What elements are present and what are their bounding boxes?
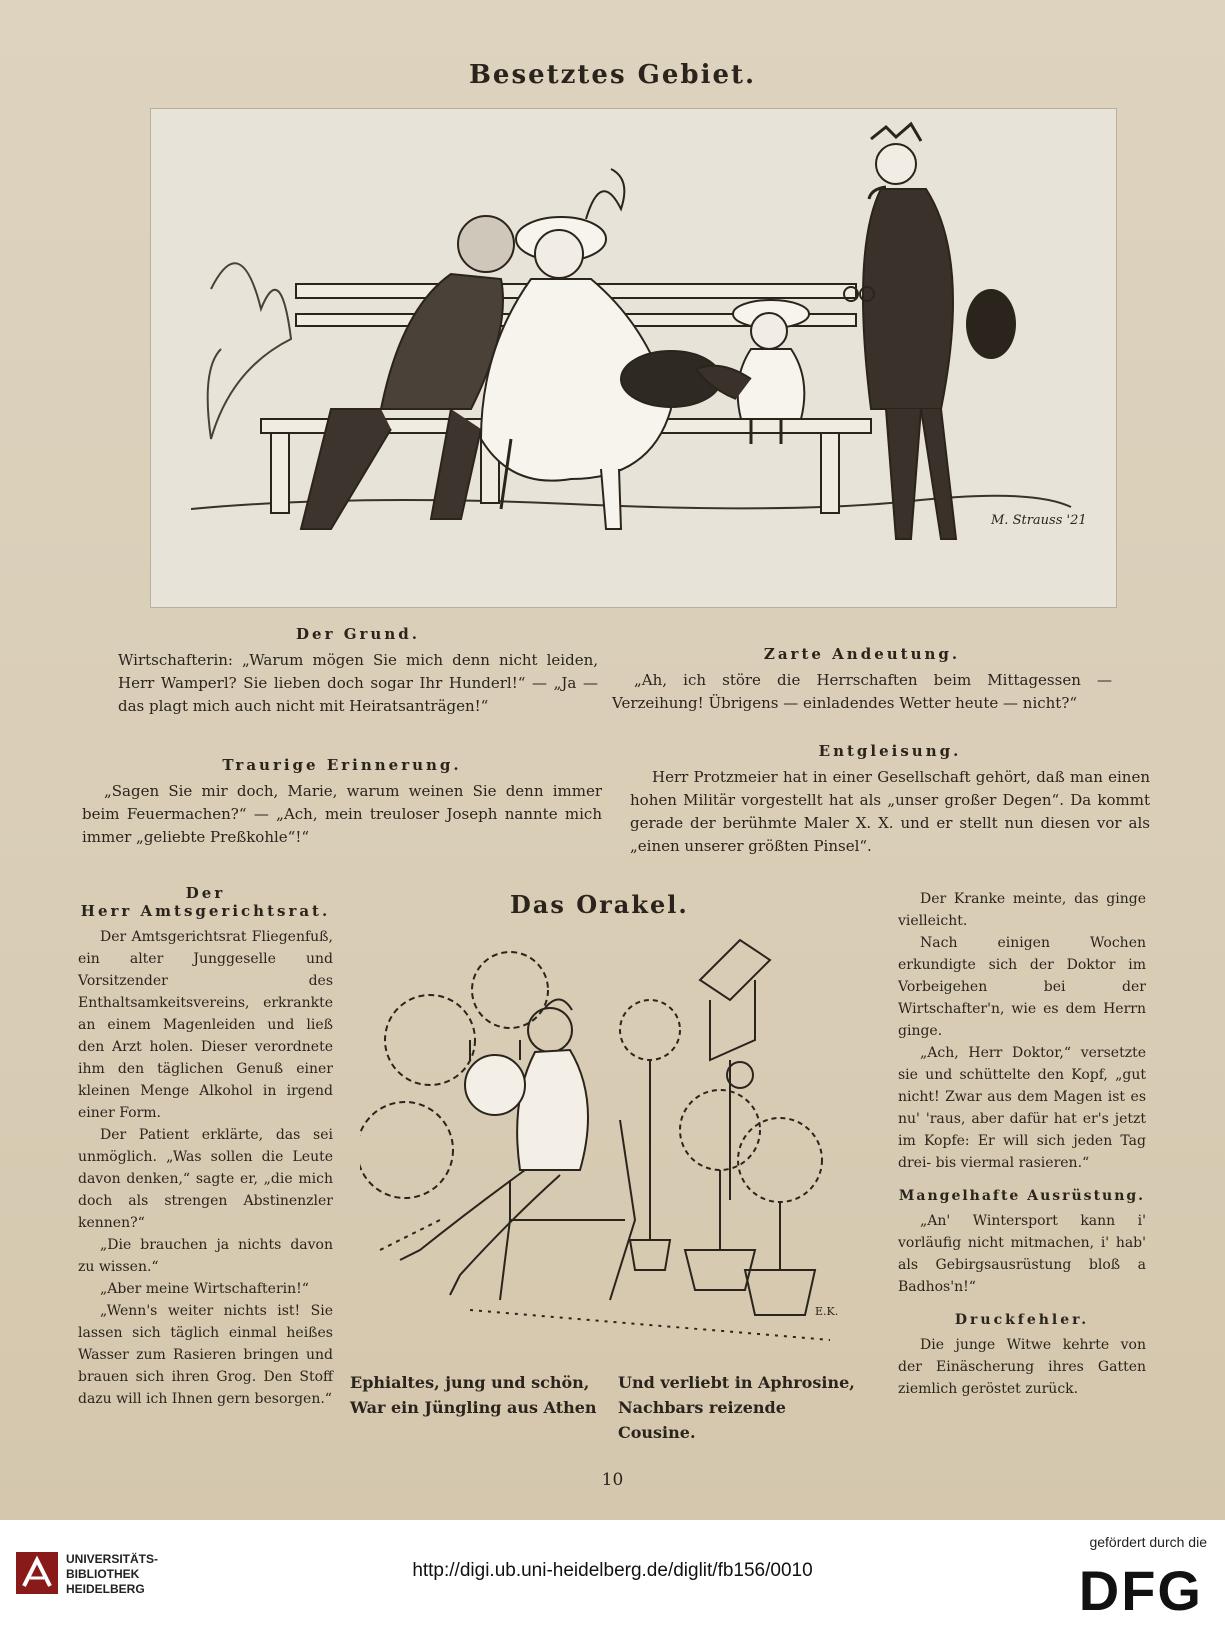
traurige-erinnerung-section bbox=[82, 756, 602, 849]
permalink-url[interactable]: http://digi.ub.uni-heidelberg.de/diglit/fb156/0010 bbox=[412, 1560, 813, 1581]
verse-left-line1: Ephialtes, jung und schön, bbox=[350, 1373, 590, 1392]
orakel-signature: E.K. bbox=[815, 1305, 839, 1318]
amtsgerichtsrat-heading-line2: Herr Amtsgerichtsrat. bbox=[80, 902, 331, 920]
funded-by-label: gefördert durch die bbox=[1089, 1534, 1207, 1550]
right-col-p2: Nach einigen Wochen erkundigte sich der Doktor im Vorbeigehen bei der Wirtschafter'n, wie es dem Herrn ginge. bbox=[898, 935, 1146, 1039]
institution-line1: UNIVERSITÄTS- bbox=[66, 1552, 159, 1566]
druckfehler-text: Die junge Witwe kehrte von der Einäscherung ihres Gatten ziemlich geröstet zurück. bbox=[898, 1337, 1146, 1397]
amtsgerichtsrat-section bbox=[78, 884, 333, 1410]
verse-right-line2: Nachbars reizende Cousine. bbox=[618, 1398, 786, 1442]
verse-left-line2: War ein Jüngling aus Athen bbox=[350, 1398, 597, 1417]
top-illustration-signature: M. Strauss '21 bbox=[991, 513, 1087, 528]
amtsgerichtsrat-heading-line1: Der bbox=[185, 884, 226, 902]
mangelhafte-text: „An' Wintersport kann i' vorläufig nicht mitmachen, i' hab' als Gebirgsausrüstung bloß a Badhos'n!“ bbox=[898, 1213, 1146, 1295]
page-number: 10 bbox=[601, 1470, 624, 1490]
verse-left bbox=[350, 1370, 600, 1420]
mangelhafte-heading: Mangelhafte Ausrüstung. bbox=[898, 1188, 1146, 1204]
entgleisung-heading: Entgleisung. bbox=[818, 742, 962, 760]
amtsgerichtsrat-p3: „Die brauchen ja nichts davon zu wissen.“ bbox=[78, 1237, 333, 1275]
bench-cartoon-illustration bbox=[150, 108, 1117, 608]
zarte-andeutung-text: „Ah, ich störe die Herrschaften beim Mittagessen — Verzeihung! Übrigens — einladendes Wetter heute — nicht?“ bbox=[612, 671, 1112, 712]
right-col-p3: „Ach, Herr Doktor,“ versetzte sie und schüttelte den Kopf, „gut nicht! Zwar aus dem Magen ist es nu' 'raus, aber dafür hat er's jetzt im Kopfe: Er will sich jeden Tag drei- bis viermal rasieren.“ bbox=[898, 1045, 1146, 1171]
verse-right bbox=[618, 1370, 868, 1445]
dfg-logo: DFG bbox=[1078, 1559, 1203, 1622]
institution-line2: BIBLIOTHEK bbox=[66, 1567, 140, 1581]
traurige-erinnerung-heading: Traurige Erinnerung. bbox=[222, 756, 462, 774]
orakel-title: Das Orakel. bbox=[510, 890, 689, 919]
amtsgerichtsrat-p1: Der Amtsgerichtsrat Fliegenfuß, ein alter Junggeselle und Vorsitzender des Enthaltsamkeitsvereins, erkrankte an einem Magenleiden und ließ den Arzt holen. Dieser verordnete ihm den täglichen Genuß einer kleinen Menge Alkohol in irgend einer Form. bbox=[78, 929, 333, 1121]
right-column bbox=[898, 888, 1146, 1400]
entgleisung-text: Herr Protzmeier hat in einer Gesellschaft gehört, daß man einen hohen Militär vorgestellt hat als „unser großer Degen“. Da kommt gerade der berühmte Maler X. X. und er stellt nun diesen vor als „einen unserer größten Pinsel“. bbox=[630, 768, 1150, 855]
amtsgerichtsrat-p5: „Wenn's weiter nichts ist! Sie lassen sich täglich einmal heißes Wasser zum Rasieren bringen und brauen sich ihren Grog. Den Stoff dazu will ich Ihnen gern besorgen.“ bbox=[78, 1303, 333, 1407]
amtsgerichtsrat-p4: „Aber meine Wirtschafterin!“ bbox=[100, 1281, 309, 1297]
der-grund-section bbox=[118, 625, 598, 718]
page-title: Besetztes Gebiet. bbox=[468, 60, 757, 90]
druckfehler-heading: Druckfehler. bbox=[954, 1312, 1090, 1328]
zarte-andeutung-section bbox=[612, 645, 1112, 715]
der-grund-heading: Der Grund. bbox=[296, 625, 420, 643]
zarte-andeutung-heading: Zarte Andeutung. bbox=[763, 645, 961, 663]
institution-line3: HEIDELBERG bbox=[66, 1582, 145, 1596]
orakel-illustration bbox=[360, 920, 880, 1375]
der-grund-text: Wirtschafterin: „Warum mögen Sie mich denn nicht leiden, Herr Wamperl? Sie lieben doch sogar Ihr Hunderl!“ — „Ja — das plagt mich auch nicht mit Heiratsanträgen!“ bbox=[118, 651, 598, 715]
traurige-erinnerung-text: „Sagen Sie mir doch, Marie, warum weinen Sie denn immer beim Feuermachen?“ — „Ach, mein treuloser Joseph nannte mich immer „geliebte Preßkohle“!“ bbox=[82, 782, 602, 846]
footer-bar bbox=[0, 1520, 1225, 1625]
right-col-p1: Der Kranke meinte, das ginge vielleicht. bbox=[898, 891, 1146, 929]
entgleisung-section bbox=[630, 742, 1150, 858]
verse-right-line1: Und verliebt in Aphrosine, bbox=[618, 1373, 855, 1392]
amtsgerichtsrat-p2: Der Patient erklärte, das sei unmöglich. „Was sollen die Leute davon denken,“ sagte er, „die mich doch als strengen Abstinenzler kennen?“ bbox=[78, 1127, 333, 1231]
